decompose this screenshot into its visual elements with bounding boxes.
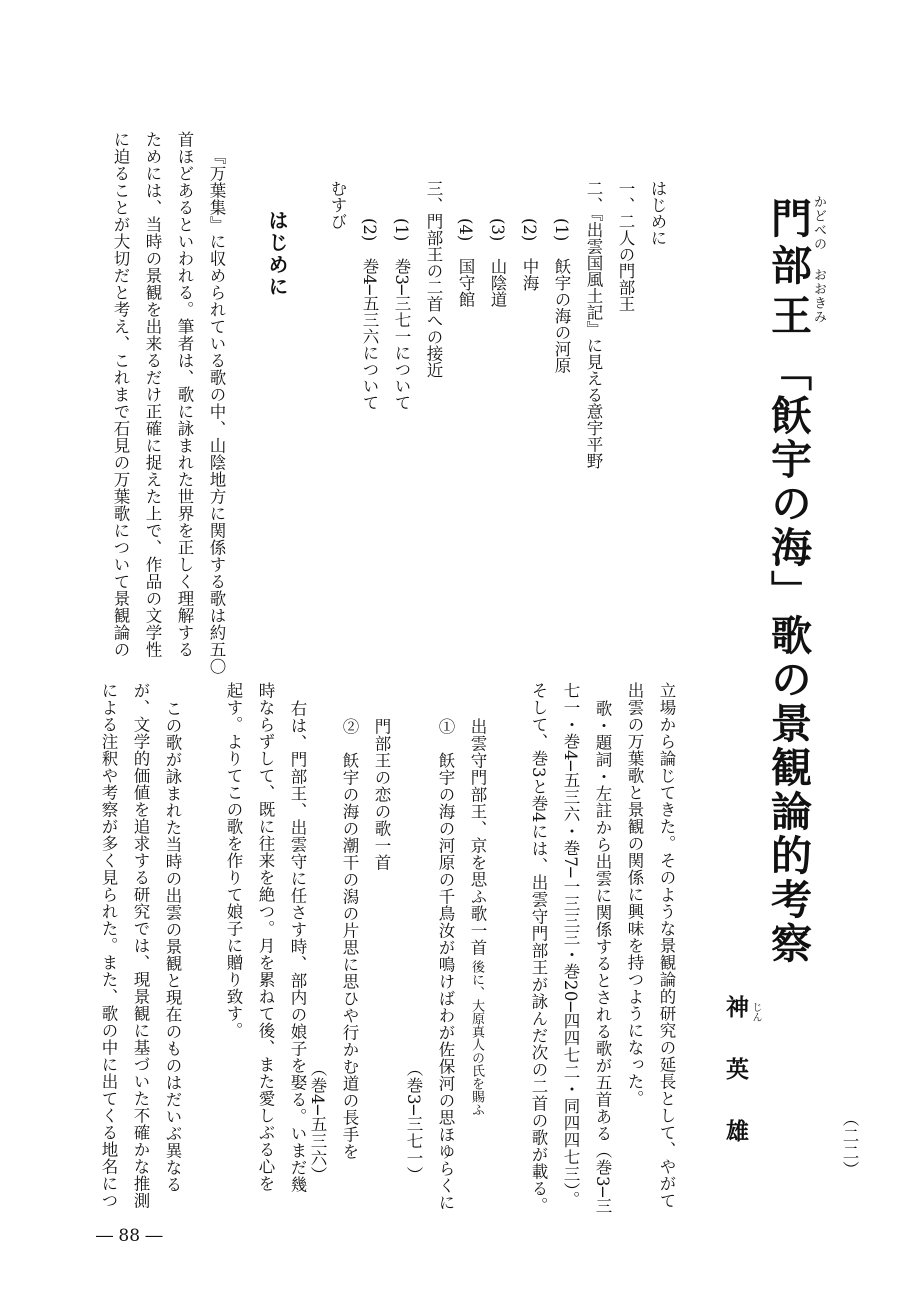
toc-item: (3) 山陰道 [488, 218, 507, 308]
toc-item: (2) 中海 [520, 218, 539, 291]
text-line: による注釈や考察が多く見られた。また、歌の中に出てくる地名につ [99, 682, 118, 1209]
text-line: 起す。よりてこの歌を作りて娘子に贈り致す。 [224, 682, 243, 1039]
page-number-kanji: （二二） [840, 1110, 859, 1178]
text-line: そして、巻3と巻4には、出雲守門部王が詠んだ次の二首の歌が載る。 [529, 682, 548, 1214]
title-char-o: 王 [764, 294, 812, 338]
toc-item: むすび [328, 180, 347, 230]
page-title: 「飫宇の海」歌の景観論的考察 [764, 350, 812, 966]
author-name: 神 英 雄 [722, 995, 749, 1150]
toc-item: (1) 飫宇の海の河原 [552, 218, 571, 374]
poem-intro: 出雲守門部王、京を思ふ歌一首 [468, 718, 487, 956]
toc-item: 一、二人の門部王 [616, 180, 635, 312]
text-line: に迫ることが大切だと考え、これまで石見の万葉歌について景観論の [111, 131, 130, 658]
text-line: 首ほどあるといわれる。筆者は、歌に詠まれた世界を正しく理解する [175, 131, 194, 658]
poem-reference: （巻4─五三六） [308, 1060, 327, 1184]
toc-item: (2) 巻4─五三六について [360, 218, 379, 411]
toc-item: (1) 巻3─三七一について [392, 218, 411, 411]
text-line: 七一・巻4─五三六・巻7─一三三三・巻20─四四七二・同四四七三）。 [561, 682, 580, 1209]
title-ruby-okimi: おおきみ [811, 268, 826, 324]
poem-text: ② 飫宇の海の潮干の潟の片思に思ひや行かむ道の長手を [340, 718, 359, 1160]
section-heading-intro: はじめに [265, 210, 289, 298]
text-line: 『万葉集』に収められている歌の中、山陰地方に関係する歌は約五〇 [207, 148, 226, 675]
text-line: 時ならずして、既に往来を絶つ。月を累ねて後、また愛しぶる心を [256, 682, 275, 1192]
poem-reference: （巻3─三七一） [404, 1060, 423, 1184]
text-line: この歌が詠まれた当時の出雲の景観と現在のものはだいぶ異なる [163, 700, 182, 1193]
toc-item: 二、『出雲国風土記』に見える意宇平野 [584, 180, 603, 469]
poem-text: ① 飫宇の海の河原の千鳥汝が鳴けばわが佐保河の思ほゆらくに [436, 718, 455, 1211]
poem-intro: 門部王の恋の歌一首 [372, 718, 391, 871]
toc-item: 三、門部王の二首への接近 [424, 180, 443, 378]
text-line: 立場から論じてきた。そのような景観論的研究の延長として、やがて [657, 682, 676, 1209]
toc-item: はじめに [648, 180, 667, 246]
title-char-mon: 門 [764, 197, 812, 241]
page-number: ― 88 ― [96, 1226, 163, 1246]
text-line: 出雲の万葉歌と景観の関係に興味を持つようになった。 [625, 682, 644, 1107]
toc-item: (4) 国守館 [456, 218, 475, 308]
text-line: が、文学的価値を追求する研究では、現景観に基づいた不確かな推測 [131, 682, 150, 1209]
poem-note: 後に、大原真人の氏を賜ふ [469, 960, 484, 1116]
text-line: ためには、当時の景観を出来るだけ正確に捉えた上で、作品の文学性 [143, 131, 162, 658]
title-char-bu: 部 [764, 244, 812, 288]
text-line: 歌・題詞・左註から出雲に関係するとされる歌が五首ある（巻3─三 [593, 700, 612, 1215]
text-line: 右は、門部王、出雲守に任さす時、部内の娘子を娶る。いまだ幾 [288, 700, 307, 1193]
author-ruby: じん [750, 1002, 761, 1022]
title-ruby-kadobe: かどべの [811, 195, 826, 251]
